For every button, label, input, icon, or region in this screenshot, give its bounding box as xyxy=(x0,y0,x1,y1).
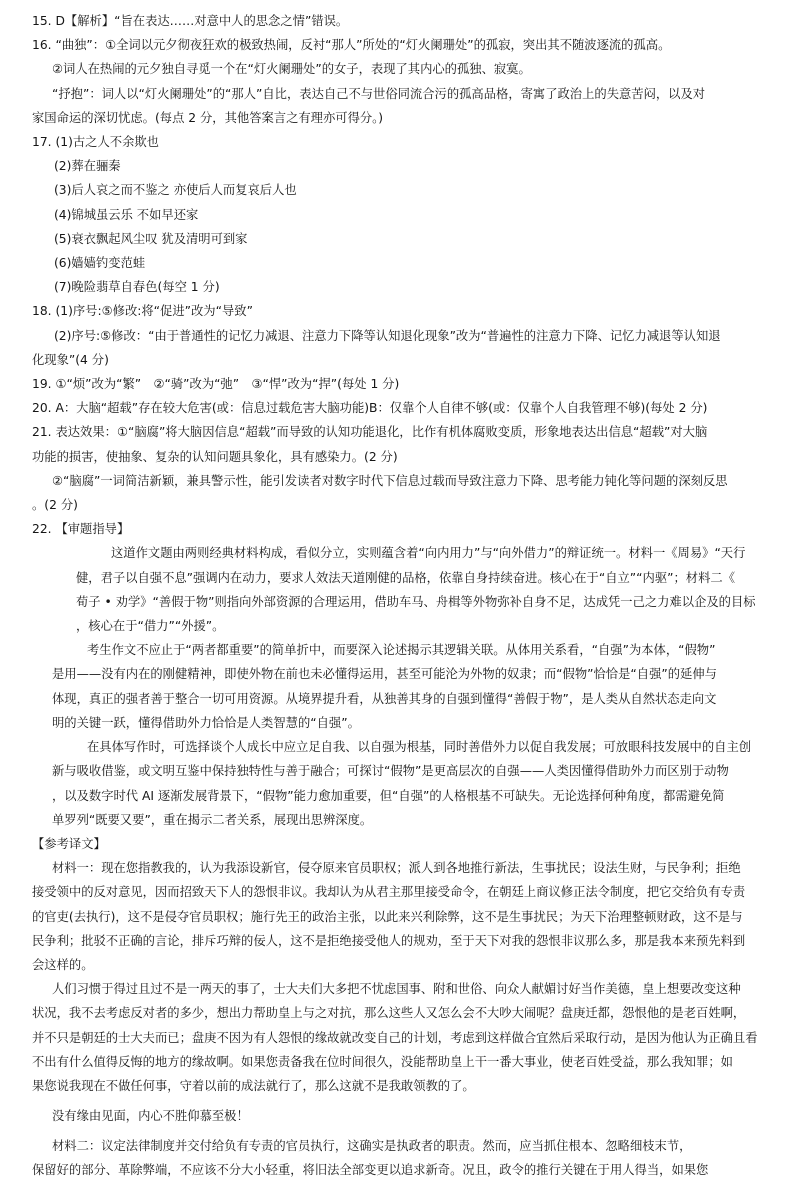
q18-line-2: (2)序号:⑤修改：“由于普通性的记忆力减退、注意力下降等认知退化现象”改为“普遍性的注意力下降、记忆力减退等认知退 xyxy=(54,328,721,343)
q22-p2-line: 明的关键一跃，懂得借助外力恰恰是人类智慧的“自强”。 xyxy=(52,715,360,730)
q21-answer xyxy=(32,420,780,517)
q16-answer xyxy=(32,33,780,130)
q22-header: 22. 【审题指导】 xyxy=(32,522,130,537)
q16-line-2: ②词人在热闹的元夕独自寻觅一个在“灯火阑珊处”的女子，表现了其内心的孤独、寂寞。 xyxy=(52,62,531,77)
q22-paragraph-2 xyxy=(32,638,780,735)
q17-answer xyxy=(32,130,780,299)
q22-p3-line: ，以及数字时代 AI 逐渐发展背景下，“假物”能力愈加重要，但“自强”的人格根基不可缺失。无论选择何种角度，都需避免简 xyxy=(52,788,725,803)
material-1-line: 民争利；批驳不正确的言论，排斥巧辩的佞人，这不是拒绝接受他人的规劝，至于天下对我的怨恨非议那么多，那是我本来预先料到 xyxy=(32,933,746,948)
q21-line-1: 21. 表达效果：①“脑腐”将大脑因信息“超载”而导致的认知功能退化，比作有机体腐败变质，形象地表达出信息“超载”对大脑 xyxy=(32,425,708,440)
q22-p3-line: 在具体写作时，可选择谈个人成长中应立足自我、以自强为根基，同时善借外力以促自我发展；可放眼科技发展中的自主创 xyxy=(87,740,752,755)
q21-line-3: ②“脑腐”一词简洁新颖，兼具警示性，能引发读者对数字时代下信息过载而导致注意力下降、思考能力钝化等问题的深刻反思 xyxy=(52,473,728,488)
material-1-line: 人们习惯于得过且过不是一两天的事了，士大夫们大多把不忧虑国事、附和世俗、向众人献媚讨好当作美德，皇上想要改变这种 xyxy=(52,982,741,997)
q17-item-6: (6)嫱嫱钓变范蛙 xyxy=(54,256,146,271)
material-1-line: 果您说我现在不做任何事，守着以前的成法就行了，那么这就不是我敢领教的了。 xyxy=(32,1078,475,1093)
material-2-line: 保留好的部分、革除弊端，不应该不分大小轻重，将旧法全部变更以追求新奇。况且，政令的推行关键在于用人得当，如果您 xyxy=(32,1163,709,1178)
q17-item-7: (7)晚险翡草自春色(每空 1 分) xyxy=(54,280,220,295)
q22-p1-line: ，核心在于“借力”“外援”。 xyxy=(76,619,225,634)
q22-paragraph-1 xyxy=(32,541,780,638)
reference-translation xyxy=(32,832,780,1183)
q22-p1-line: 荀子 • 劝学》“善假于物”则指向外部资源的合理运用，借助车马、舟楫等外物弥补自身不足，达成凭一己之力难以企及的目标 xyxy=(76,594,756,609)
q22-section xyxy=(32,517,780,832)
q21-line-2: 功能的损害，使抽象、复杂的认知问题具象化，具有感染力。(2 分) xyxy=(32,449,398,464)
q15-answer: 15. D【解析】“旨在表达……对意中人的思念之情”错误。 xyxy=(32,14,349,28)
q16-line-3: “抒抱”：词人以“灯火阑珊处”的“那人”自比，表达自己不与世俗同流合污的孤高品格，寄寓了政治上的失意苦闷，以及对 xyxy=(52,86,706,101)
q17-item-5: (5)衰衣飘起风尘叹 犹及清明可到家 xyxy=(54,231,248,246)
material-1-line: 的官吏(去执行)，这不是侵夺官员职权；施行先王的政治主张，以此来兴利除弊，这不是生事扰民；为天下治理整顿财政，这不是与 xyxy=(32,909,743,924)
q21-line-4: 。(2 分) xyxy=(32,498,78,513)
q22-paragraph-3 xyxy=(32,735,780,832)
q22-p3-line: 单罗列“既要又要”，重在揭示二者关系，展现出思辨深度。 xyxy=(52,812,373,827)
material-1-translation xyxy=(32,856,780,977)
material-1-line: 不出有什么值得反悔的地方的缘故啊。如果您责备我在位时间很久，没能帮助皇上干一番大事业，使老百姓受益，那么我知罪；如 xyxy=(32,1054,733,1069)
material-1-line: 材料一：现在您指教我的，认为我添设新官，侵夺原来官员职权；派人到各地推行新法，生事扰民；设法生财，与民争利；拒绝 xyxy=(52,861,741,876)
q16-line-4: 家国命运的深切忧虑。(每点 2 分，其他答案言之有理亦可得分。) xyxy=(32,110,384,125)
q22-p2-line: 体现，真正的强者善于整合一切可用资源。从境界提升看，从独善其身的自强到懂得“善假于物”，是人类从自然状态走向文 xyxy=(52,691,717,706)
q22-p2-line: 考生作文不应止于“两者都重要”的简单折中，而要深入论述揭示其逻辑关联。从体用关系看，“自强”为本体，“假物” xyxy=(87,643,716,658)
q18-line-1: 18. (1)序号:⑤修改:将“促进”改为“导致” xyxy=(32,304,253,319)
q17-item-3: (3)后人哀之而不鉴之 亦使后人而复哀后人也 xyxy=(54,183,297,198)
q17-item-4: (4)锦城虽云乐 不如早还家 xyxy=(54,207,199,222)
q16-line-1: 16. “曲独”：①全词以元夕彻夜狂欢的极致热闹，反衬“那人”所处的“灯火阑珊处”的孤寂，突出其不随波逐流的孤高。 xyxy=(32,38,671,53)
q22-p3-line: 新与吸收借鉴，或文明互鉴中保持独特性与善于融合；可探讨“假物”是更高层次的自强——人类因懂得借助外力而区别于动物 xyxy=(52,764,729,779)
closing-line: 没有缘由见面，内心不胜仰慕至极！ xyxy=(52,1109,249,1124)
material-1-line: 状况，我不去考虑反对者的多少，想出力帮助皇上与之对抗，那么这些人又怎么会不大吵大闹呢？盘庚迁都，怨恨他的是老百姓啊， xyxy=(32,1006,746,1021)
q22-p1-line: 这道作文题由两则经典材料构成，看似分立，实则蕴含着“向内用力”与“向外借力”的辩证统一。材料一《周易》“天行 xyxy=(111,546,746,561)
material-1-line: 并不只是朝廷的士大夫而已；盘庚不因为有人怨恨的缘故就改变自己的计划，考虑到这样做合宜然后采取行动，是因为他认为正确且看 xyxy=(32,1030,758,1045)
q18-answer xyxy=(32,299,780,372)
q18-line-3: 化现象”(4 分) xyxy=(32,352,109,367)
material-1-line: 会这样的。 xyxy=(32,957,94,972)
reference-header: 【参考译文】 xyxy=(32,836,106,851)
q17-item-2: (2)葬在骊秦 xyxy=(54,159,121,174)
material-1-line: 接受领中的反对意见，因而招致天下人的怨恨非议。我却认为从君主那里接受命令，在朝廷上商议修正法令制度，把它交给负有专责 xyxy=(32,885,746,900)
q19-answer: 19. ①“烦”改为“繁” ②“骑”改为“弛” ③“悍”改为“捍”(每处 1 分) xyxy=(32,377,400,392)
material-1-translation-continued xyxy=(32,977,780,1098)
material-2-translation xyxy=(32,1134,780,1182)
q22-p2-line: 是用——没有内在的刚健精神，即使外物在前也未必懂得运用，甚至可能沦为外物的奴隶；而“假物”恰恰是“自强”的延伸与 xyxy=(52,667,717,682)
q22-p1-line: 健，君子以自强不息”强调内在动力，要求人效法天道刚健的品格，依靠自身持续奋进。核心在于“自立”“内驱”；材料二《 xyxy=(76,570,735,585)
q17-item-1: 17. (1)古之人不余欺也 xyxy=(32,135,159,150)
material-2-line: 材料二：议定法律制度并交付给负有专责的官员执行，这确实是执政者的职责。然而，应当抓住根本、忽略细枝末节， xyxy=(52,1139,692,1154)
q20-answer: 20. A：大脑“超载”存在较大危害(或：信息过载危害大脑功能)B：仅靠个人自律不够(或：仅靠个人自我管理不够)(每处 2 分) xyxy=(32,401,708,416)
